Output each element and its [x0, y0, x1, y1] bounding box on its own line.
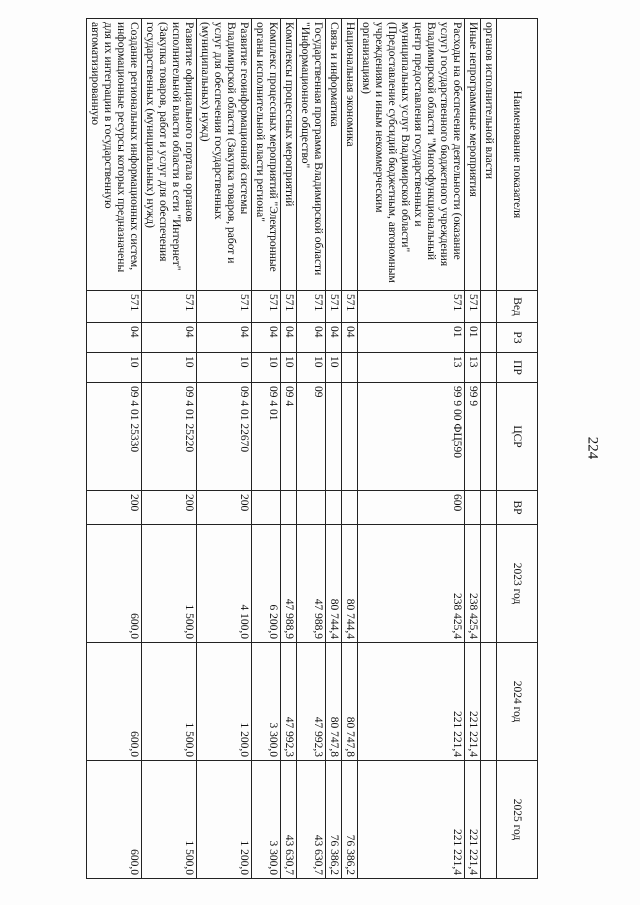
cell-ved: 571	[197, 291, 252, 323]
header-2023: 2023 год	[497, 525, 538, 643]
cell-2023: 238 425,4	[465, 525, 481, 643]
cell-name: Развитие официального портала органов исполнительной власти области в сети "Интернет" (Закупка товаров, работ и услуг для обеспечения государственных (муниципальных) нужд)	[142, 19, 197, 291]
cell-ved: 571	[142, 291, 197, 323]
header-pr: ПР	[497, 353, 538, 383]
cell-ved: 571	[465, 291, 481, 323]
cell-vr: 200	[197, 491, 252, 525]
cell-name: Создание региональных информационных систем, информационные ресурсы которых предназначены для их интеграции в государственную автоматизированную	[87, 19, 142, 291]
table-row	[87, 19, 142, 879]
cell-csr: 09	[297, 383, 326, 491]
cell-pr: 10	[252, 353, 281, 383]
cell-2023: 80 744,4	[342, 525, 358, 643]
cell-pr: 13	[465, 353, 481, 383]
cell-pr: 10	[297, 353, 326, 383]
cell-pr: 10	[197, 353, 252, 383]
cell-name: Государственная программа Владимирской области "Информационное общество"	[297, 19, 326, 291]
cell-2024: 3 300,0	[252, 643, 281, 761]
cell-2024: 1 200,0	[197, 643, 252, 761]
cell-pr: 10	[87, 353, 142, 383]
cell-rz: 04	[142, 323, 197, 353]
table-row	[297, 19, 326, 879]
cell-name: Развитие геоинформационной системы Владимирской области (Закупка товаров, работ и услуг для обеспечения государственных (муниципальных) нужд)	[197, 19, 252, 291]
cell-vr	[252, 491, 281, 525]
cell-rz: 04	[281, 323, 297, 353]
cell-rz: 04	[252, 323, 281, 353]
cell-2023: 4 100,0	[197, 525, 252, 643]
table-header-row	[497, 19, 538, 879]
table-row	[481, 19, 497, 879]
cell-2025: 600,0	[87, 761, 142, 879]
cell-2024: 47 992,3	[281, 643, 297, 761]
cell-ved: 571	[297, 291, 326, 323]
cell-vr	[342, 491, 358, 525]
cell-csr: 09 4 01 25330	[87, 383, 142, 491]
cell-vr	[297, 491, 326, 525]
cell-csr	[326, 383, 342, 491]
cell-rz: 04	[342, 323, 358, 353]
cell-2023	[481, 525, 497, 643]
cell-2024: 600,0	[87, 643, 142, 761]
cell-name: Комплекс процессных мероприятий "Электронные органы исполнительной власти региона"	[252, 19, 281, 291]
cell-vr	[465, 491, 481, 525]
cell-2023: 1 500,0	[142, 525, 197, 643]
cell-2025: 221 221,4	[358, 761, 465, 879]
cell-ved	[481, 291, 497, 323]
cell-2023: 47 988,9	[297, 525, 326, 643]
cell-ved: 571	[358, 291, 465, 323]
cell-2023: 47 988,9	[281, 525, 297, 643]
cell-2023: 238 425,4	[358, 525, 465, 643]
cell-rz: 01	[358, 323, 465, 353]
cell-2023: 80 744,4	[326, 525, 342, 643]
cell-csr: 09 4 01 22670	[197, 383, 252, 491]
cell-pr: 13	[358, 353, 465, 383]
header-2024: 2024 год	[497, 643, 538, 761]
cell-vr	[281, 491, 297, 525]
table-row	[142, 19, 197, 879]
header-csr: ЦСР	[497, 383, 538, 491]
header-2025: 2025 год	[497, 761, 538, 879]
cell-rz: 04	[326, 323, 342, 353]
page-number: 224	[584, 436, 601, 460]
cell-2025: 43 630,7	[297, 761, 326, 879]
cell-2025: 3 300,0	[252, 761, 281, 879]
cell-csr: 99 9	[465, 383, 481, 491]
cell-ved: 571	[281, 291, 297, 323]
cell-2024: 221 221,4	[358, 643, 465, 761]
table-row	[358, 19, 465, 879]
table-row	[326, 19, 342, 879]
cell-ved: 571	[87, 291, 142, 323]
header-ved: Вед	[497, 291, 538, 323]
cell-2025: 221 221,4	[465, 761, 481, 879]
cell-name: Иные непрограммные мероприятия	[465, 19, 481, 291]
table-row	[465, 19, 481, 879]
cell-2024: 80 747,8	[342, 643, 358, 761]
cell-pr: 10	[281, 353, 297, 383]
cell-vr: 200	[142, 491, 197, 525]
cell-2025: 76 386,2	[342, 761, 358, 879]
table-row	[252, 19, 281, 879]
cell-rz: 04	[197, 323, 252, 353]
header-vr: ВР	[497, 491, 538, 525]
cell-rz: 04	[297, 323, 326, 353]
cell-vr: 200	[87, 491, 142, 525]
cell-rz	[481, 323, 497, 353]
table-row	[281, 19, 297, 879]
cell-2024	[481, 643, 497, 761]
cell-2025: 1 500,0	[142, 761, 197, 879]
cell-2024: 47 992,3	[297, 643, 326, 761]
cell-name: органов исполнительной власти	[481, 19, 497, 291]
cell-csr: 09 4 01	[252, 383, 281, 491]
cell-rz: 01	[465, 323, 481, 353]
cell-2025: 43 630,7	[281, 761, 297, 879]
cell-2023: 600,0	[87, 525, 142, 643]
table-container	[38, 18, 538, 878]
budget-table	[86, 18, 538, 879]
table-row	[197, 19, 252, 879]
cell-csr: 99 9 00 ФЦ590	[358, 383, 465, 491]
cell-csr	[342, 383, 358, 491]
cell-vr	[326, 491, 342, 525]
cell-vr	[481, 491, 497, 525]
cell-2024: 221 221,4	[465, 643, 481, 761]
cell-2025	[481, 761, 497, 879]
cell-ved: 571	[252, 291, 281, 323]
cell-ved: 571	[342, 291, 358, 323]
cell-2025: 1 200,0	[197, 761, 252, 879]
table-row	[342, 19, 358, 879]
cell-pr	[481, 353, 497, 383]
cell-ved: 571	[326, 291, 342, 323]
cell-2024: 80 747,8	[326, 643, 342, 761]
cell-pr: 10	[142, 353, 197, 383]
cell-pr: 10	[326, 353, 342, 383]
cell-name: Национальная экономика	[342, 19, 358, 291]
cell-rz: 04	[87, 323, 142, 353]
cell-pr	[342, 353, 358, 383]
header-name: Наименование показателя	[497, 19, 538, 291]
cell-2025: 76 386,2	[326, 761, 342, 879]
cell-csr: 09 4	[281, 383, 297, 491]
cell-name: Комплексы процессных мероприятий	[281, 19, 297, 291]
header-rz: РЗ	[497, 323, 538, 353]
cell-2024: 1 500,0	[142, 643, 197, 761]
cell-csr: 09 4 01 25220	[142, 383, 197, 491]
cell-name: Расходы на обеспечение деятельности (оказание услуг) государственного бюджетного учреждения Владимирской области "Многофункциональный центр предоставления государственных и муниципальных услуг Владимирской области" (Предоставление субсидий бюджетным, автономным учреждениям и иным некоммерческим организациям)	[358, 19, 465, 291]
cell-csr	[481, 383, 497, 491]
cell-vr: 600	[358, 491, 465, 525]
cell-2023: 6 200,0	[252, 525, 281, 643]
cell-name: Связь и информатика	[326, 19, 342, 291]
